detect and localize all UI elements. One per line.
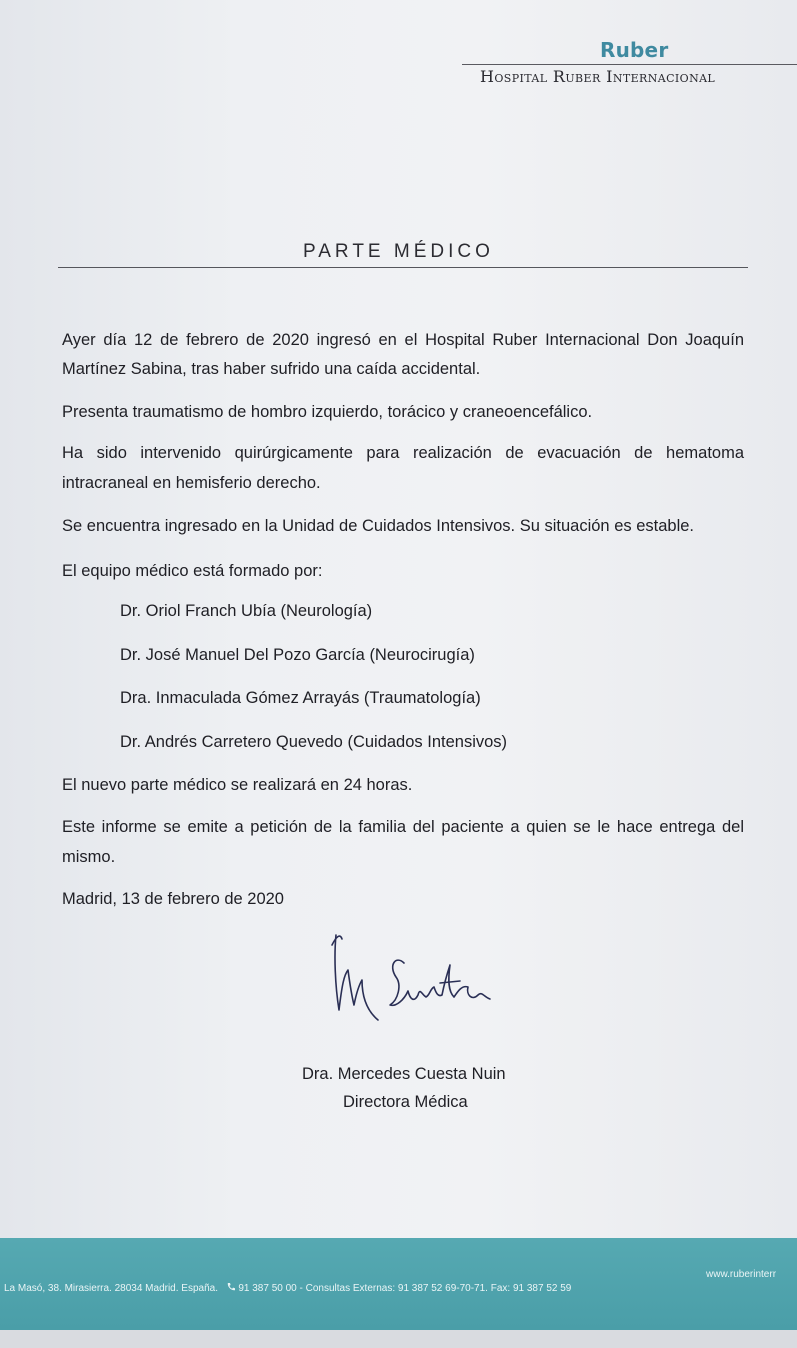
place-date: Madrid, 13 de febrero de 2020	[62, 890, 284, 908]
paragraph-admission-line1: Ayer día 12 de febrero de 2020 ingresó en el Hospital Ruber Internacional Don Joaquín	[62, 331, 744, 349]
paragraph-surgery-line2: intracraneal en hemisferio derecho.	[62, 474, 321, 492]
phone-icon	[226, 1282, 236, 1292]
paragraph-status: Se encuentra ingresado en la Unidad de Cuidados Intensivos. Su situación es estable.	[62, 517, 694, 535]
paragraph-issued-line2: mismo.	[62, 848, 116, 866]
footer-contact	[4, 1282, 571, 1294]
next-report-note: El nuevo parte médico se realizará en 24 horas.	[62, 776, 413, 794]
document-title: PARTE MÉDICO	[303, 241, 494, 262]
title-divider	[58, 267, 748, 268]
team-member: Dr. José Manuel Del Pozo García (Neurocirugía)	[120, 646, 475, 664]
signatory-role: Directora Médica	[343, 1093, 468, 1111]
paragraph-admission-line2: Martínez Sabina, tras haber sufrido una caída accidental.	[62, 360, 481, 378]
team-member: Dr. Andrés Carretero Quevedo (Cuidados Intensivos)	[120, 733, 508, 751]
footer-address: La Masó, 38. Mirasierra. 28034 Madrid. España.	[4, 1283, 218, 1294]
handwritten-signature	[326, 925, 516, 1030]
team-intro: El equipo médico está formado por:	[62, 562, 323, 580]
bottom-strip	[0, 1330, 797, 1348]
hospital-name: Hospital Ruber Internacional	[480, 67, 716, 86]
logo-divider	[462, 64, 797, 65]
paragraph-surgery-line1: Ha sido intervenido quirúrgicamente para realización de evacuación de hematoma	[62, 444, 744, 462]
footer-website[interactable]: www.ruberinterr	[706, 1269, 777, 1280]
team-member: Dra. Inmaculada Gómez Arrayás (Traumatología)	[120, 689, 481, 707]
paragraph-injuries: Presenta traumatismo de hombro izquierdo, torácico y craneoencefálico.	[62, 403, 593, 421]
paragraph-issued-line1: Este informe se emite a petición de la familia del paciente a quien se le hace entrega del	[62, 818, 744, 836]
signatory-name: Dra. Mercedes Cuesta Nuin	[302, 1065, 506, 1083]
logo: Ruber	[600, 38, 669, 62]
team-member: Dr. Oriol Franch Ubía (Neurología)	[120, 602, 373, 620]
footer-phones: 91 387 50 00 - Consultas Externas: 91 387 52 69-70-71. Fax: 91 387 52 59	[238, 1283, 572, 1294]
